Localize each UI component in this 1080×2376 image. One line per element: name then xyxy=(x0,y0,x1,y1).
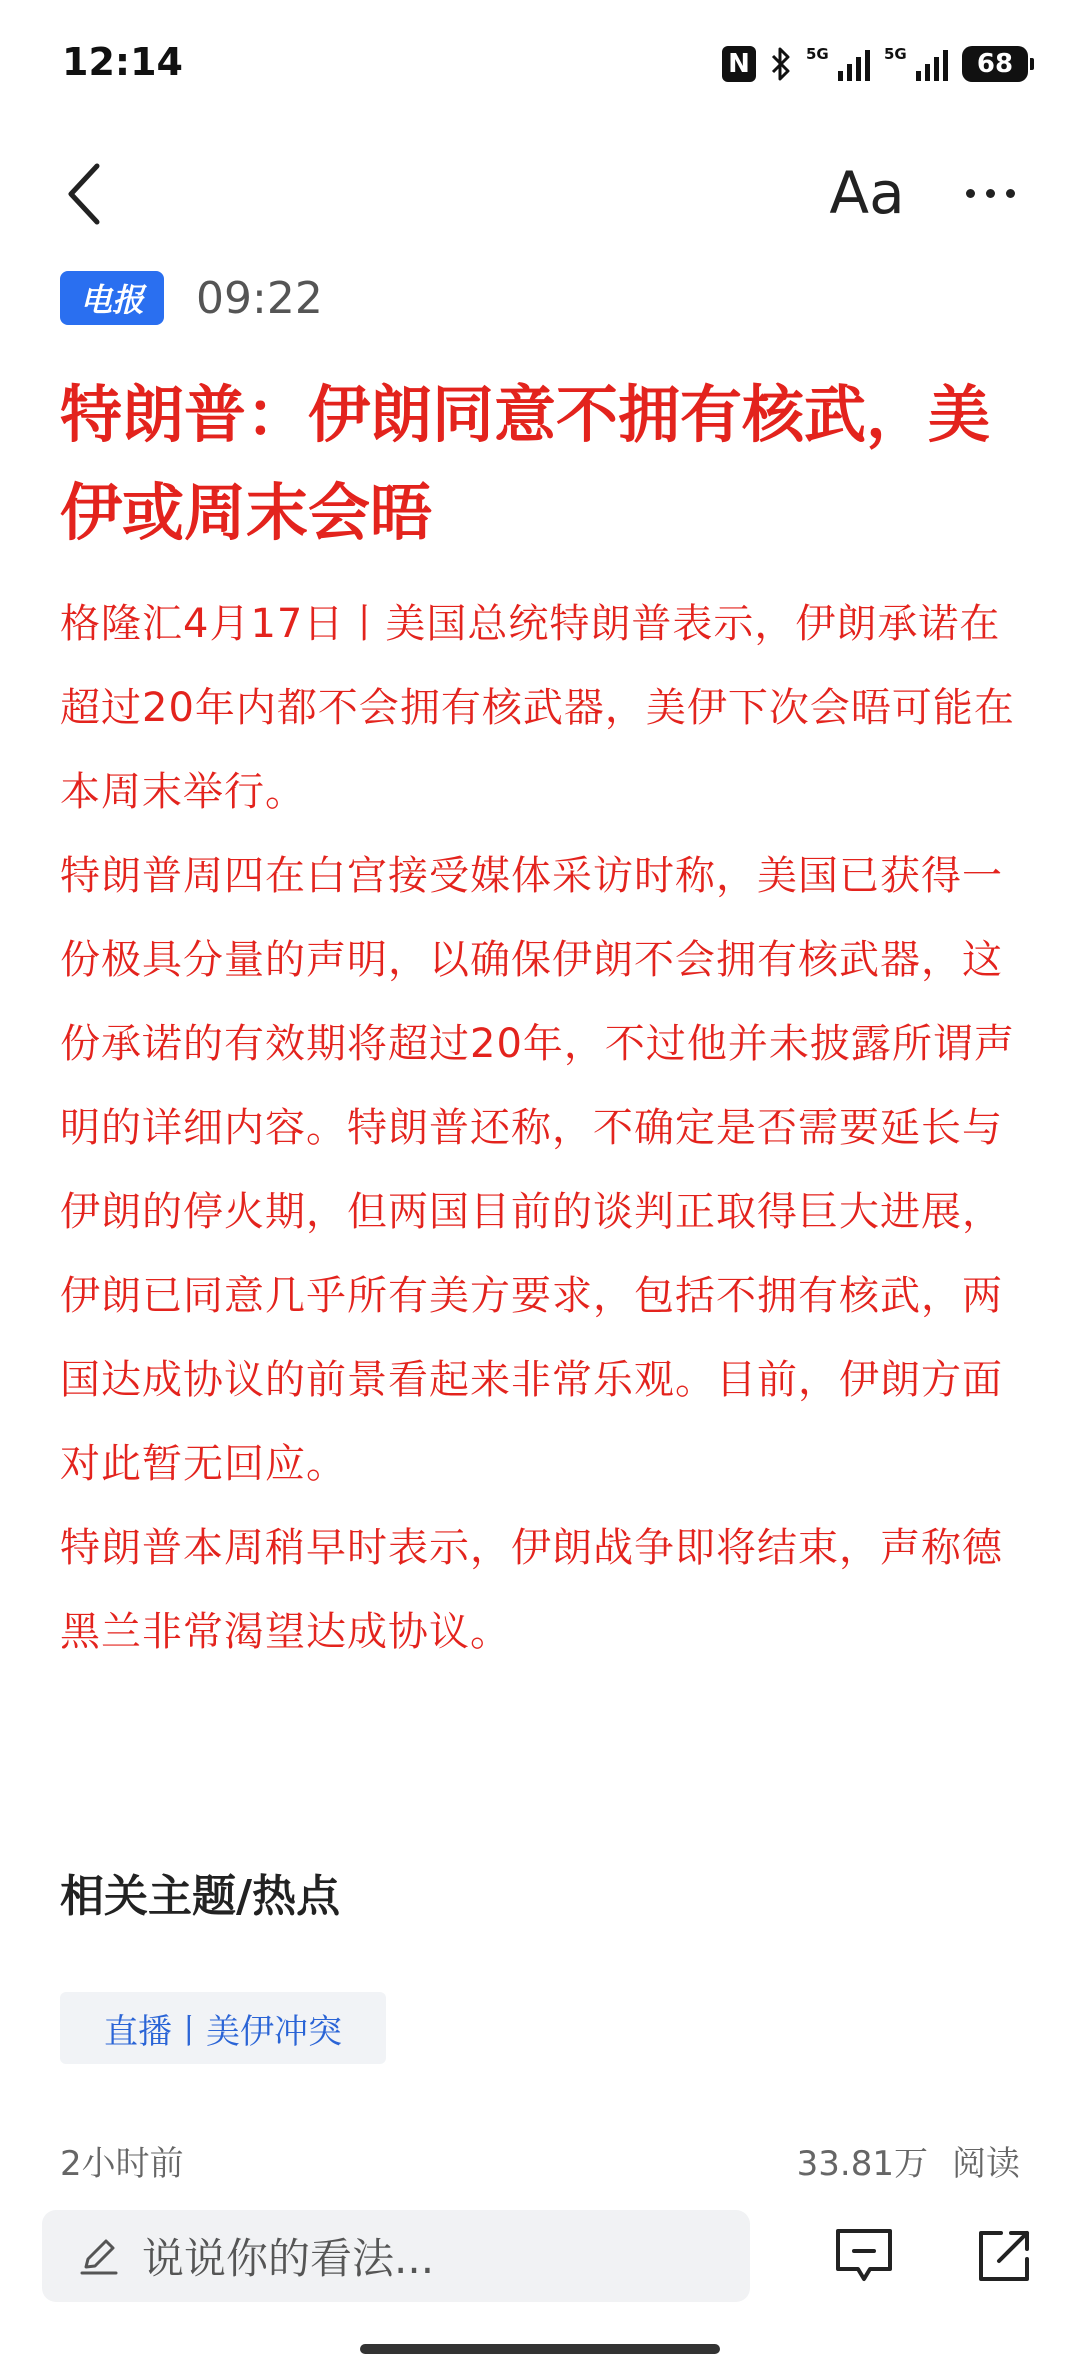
status-icons xyxy=(722,44,1028,84)
more-dot xyxy=(1006,189,1015,198)
comment-input[interactable] xyxy=(42,2210,750,2302)
comment-button[interactable] xyxy=(826,2216,902,2296)
article-meta xyxy=(60,268,323,328)
more-button[interactable] xyxy=(950,150,1030,236)
read-count-value: 33.81万 xyxy=(796,2144,928,2184)
read-count xyxy=(797,2136,1020,2185)
signal-icon-sim2: 5G xyxy=(884,45,948,83)
related-topics-heading: 相关主题/热点 xyxy=(60,1871,341,1922)
posted-time: 2小时前 xyxy=(60,2144,184,2184)
signal-icon-sim1: 5G xyxy=(806,45,870,83)
article-paragraph: 特朗普周四在白宫接受媒体采访时称，美国已获得一份极具分量的声明，以确保伊朗不会拥有核武器，这份承诺的有效期将超过20年，不过他并未披露所谓声明的详细内容。特朗普还称，不确定是否需要延长与伊朗的停火期，但两国目前的谈判正取得巨大进展，伊朗已同意几乎所有美方要求，包括不拥有核武，两国达成协议的前景看起来非常乐观。目前，伊朗方面对此暂无回应。 xyxy=(60,853,1015,1487)
topic-tag-live[interactable]: 直播丨美伊冲突 xyxy=(60,1992,386,2064)
article-paragraph: 特朗普本周稍早时表示，伊朗战争即将结束，声称德黑兰非常渴望达成协议。 xyxy=(60,1525,1003,1655)
comment-placeholder: 说说你的看法... xyxy=(142,2234,435,2283)
comment-icon xyxy=(832,2225,896,2287)
share-icon xyxy=(973,2225,1035,2287)
article-paragraph: 格隆汇4月17日丨美国总统特朗普表示，伊朗承诺在超过20年内都不会拥有核武器，美伊下次会晤可能在本周末举行。 xyxy=(60,601,1015,815)
article-body xyxy=(60,582,1020,1674)
chevron-left-icon xyxy=(65,162,105,226)
nfc-icon: N xyxy=(722,46,756,82)
home-indicator[interactable] xyxy=(360,2344,720,2354)
telegraph-badge: 电报 xyxy=(60,271,164,325)
article-title: 特朗普：伊朗同意不拥有核武，美伊或周末会晤 xyxy=(60,378,991,549)
font-size-button[interactable]: Aa xyxy=(829,159,905,227)
bluetooth-icon xyxy=(770,46,792,82)
battery-icon: 68 xyxy=(962,46,1028,82)
read-count-label: 阅读 xyxy=(952,2144,1020,2184)
more-dot xyxy=(966,189,975,198)
status-bar xyxy=(0,0,1080,120)
nav-bar xyxy=(0,140,1080,250)
publish-time: 09:22 xyxy=(196,272,323,324)
share-button[interactable] xyxy=(966,2216,1042,2296)
back-button[interactable] xyxy=(50,154,120,234)
status-time: 12:14 xyxy=(62,40,183,84)
pen-icon xyxy=(78,2235,120,2277)
more-dot xyxy=(986,189,995,198)
